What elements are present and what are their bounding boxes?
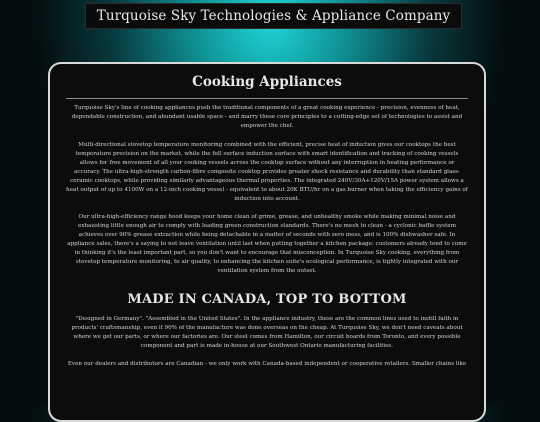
title-divider [66,98,468,99]
cooktop-paragraph: Multi-directional stovetop temperature monitoring combined with the efficient, precise heat of induction gives our cooktops the best temperature precision on the market, while the full surface induction surface with smart identification and tracking of cooking vessels allows for free movement of all your cooking vessels across the cooktop surface without any interruption in heating performance or accuracy. The ultra-high-strength carbon-fibre composite cooktop provides greater shock resistance and durability than standard glass-ceramic cooktops, while providing similarly advantageous thermal properties. The integrated 240V/30A+120V/15A power system allows a heat output of up to 4100W on a 12-inch cooking vessel - equivalent to about 20K BTU/hr on a gas burner when taking the efficiency gains of induction into account. [66,142,468,202]
content-panel [48,62,486,422]
site-title: Turquoise Sky Technologies & Appliance Company [96,8,451,24]
intro-paragraph: Turquoise Sky's line of cooking appliances push the traditional components of a great cooking experience - precision, evenness of heat, dependable construction, and abundant usable space - and marry these core principles to a cutting-edge set of technologies to assist and empower the chef. [71,105,463,129]
made-in-canada-paragraph: "Designed in Germany". "Assembled in the United States". In the appliance industry, these are the common lines used to instill faith in products' craftsmanship, even if 90% of the manufacture was done overseas on the cheap. At Turquoise Sky, we don't need caveats about where we get our parts, or where our factories are. Our steel comes from Hamilton, our circuit boards from Toronto, and every possible component and part is made in-house at our Southwest Ontario manufacturing facilities. [71,316,463,349]
dealers-paragraph: Even our dealers and distributors are Canadian - we only work with Canada-based independent or cooperative retailers. Smaller chains like [67,361,467,367]
site-title-banner [85,3,462,29]
section-heading: MADE IN CANADA, TOP TO BOTTOM [127,292,407,307]
range-hood-paragraph: Our ultra-high-efficiency range hood keeps your home clean of grime, grease, and unhealthy smoke while making minimal noise and exhausting little enough air to comply with leading green construction standards. There's no mesh to clean - a cyclonic baffle system achieves over 90% grease extraction while being detachable in a matter of seconds with zero mess, and is 100% dishwasher safe. In appliance sales, there's a saying to not leave ventilation until last when putting together a kitchen package: customers already tend to come in thinking it's the least important part, so you don't want to encourage that misconception. In Turquoise Sky cooking, everything from stovetop temperature monitoring, to air quality, to enhancing the kitchen suite's ecological performance, is tightly integrated with our ventilation system from the outset. [67,214,467,274]
page-title: Cooking Appliances [192,74,342,90]
